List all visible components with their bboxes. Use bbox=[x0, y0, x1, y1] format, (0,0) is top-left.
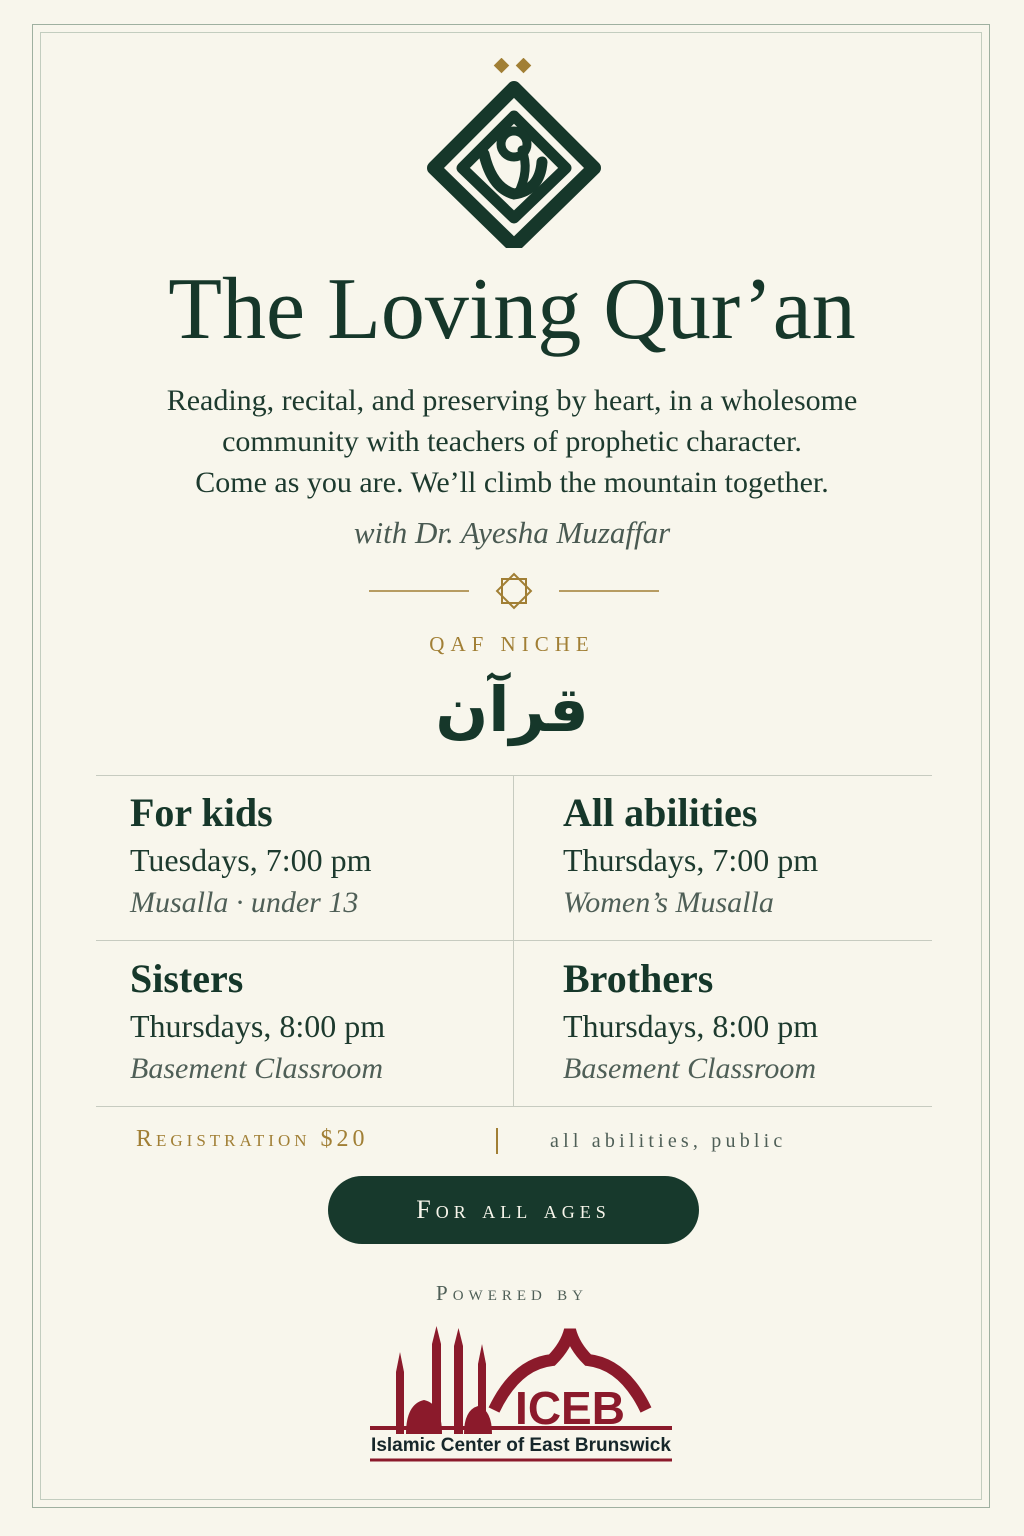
grid-divider bbox=[96, 775, 932, 776]
audience-note: all abilities, public bbox=[550, 1130, 787, 1152]
schedule-grid bbox=[96, 775, 932, 1107]
session-place: Women’s Musalla bbox=[563, 886, 774, 919]
session-time: Tuesdays, 7:00 pm bbox=[130, 842, 372, 878]
registration-fee: Registration $20 bbox=[136, 1126, 369, 1152]
iceb-full-name: Islamic Center of East Brunswick bbox=[371, 1435, 671, 1456]
powered-by-label: Powered by bbox=[436, 1281, 588, 1305]
session-kids bbox=[130, 789, 510, 923]
session-title: All abilities bbox=[563, 790, 758, 835]
session-all-abilities bbox=[563, 789, 943, 923]
session-brothers bbox=[563, 955, 943, 1089]
grid-divider bbox=[96, 940, 932, 941]
description-line: community with teachers of prophetic character. bbox=[222, 425, 802, 458]
grid-divider bbox=[96, 1106, 932, 1107]
for-all-ages-button[interactable]: For all ages bbox=[328, 1176, 699, 1244]
session-sisters bbox=[130, 955, 510, 1089]
session-place: Basement Classroom bbox=[130, 1052, 384, 1085]
iceb-logo bbox=[366, 1324, 676, 1466]
qaf-niche-logo bbox=[422, 58, 606, 248]
arabic-quran-word: قرآن bbox=[435, 673, 589, 746]
session-place: Musalla · under 13 bbox=[130, 886, 359, 919]
session-time: Thursdays, 7:00 pm bbox=[563, 842, 819, 878]
description-line: Reading, recital, and preserving by heart, in a wholesome bbox=[166, 384, 858, 417]
session-title: Brothers bbox=[563, 956, 714, 1001]
session-time: Thursdays, 8:00 pm bbox=[130, 1008, 386, 1044]
teacher-byline: with Dr. Ayesha Muzaffar bbox=[353, 515, 671, 550]
session-time: Thursdays, 8:00 pm bbox=[563, 1008, 819, 1044]
iceb-logo-text: ICEB bbox=[515, 1382, 625, 1434]
description-line: Come as you are. We’ll climb the mountain together. bbox=[195, 466, 829, 499]
star-divider bbox=[369, 570, 659, 612]
session-place: Basement Classroom bbox=[563, 1052, 817, 1085]
session-title: Sisters bbox=[130, 956, 244, 1001]
info-separator bbox=[496, 1128, 498, 1154]
grid-divider bbox=[513, 775, 514, 1107]
page-title: The Loving Qur’an bbox=[168, 261, 856, 358]
description bbox=[100, 380, 924, 503]
niche-label: QAF NICHE bbox=[429, 632, 595, 656]
session-title: For kids bbox=[130, 790, 273, 835]
inner-border bbox=[40, 32, 982, 1500]
